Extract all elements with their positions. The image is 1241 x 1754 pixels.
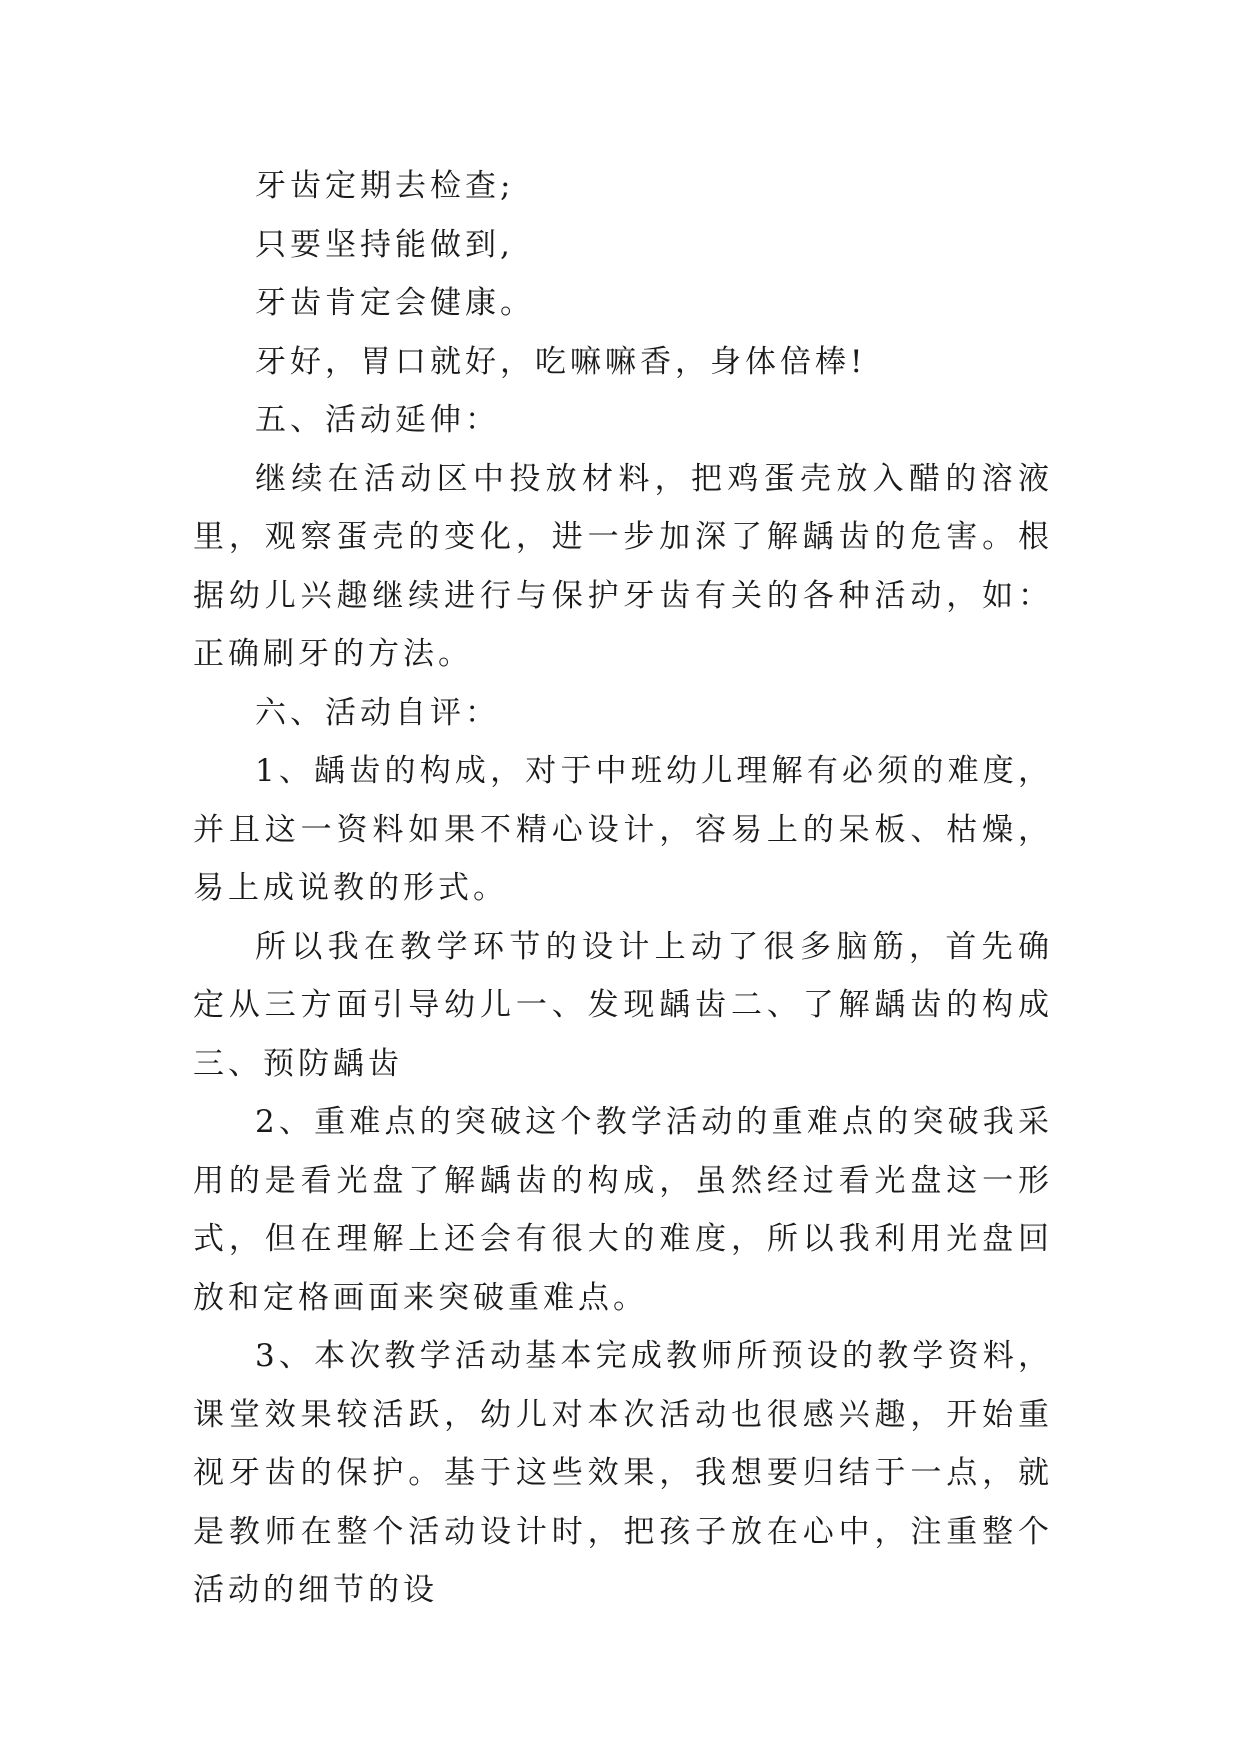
- section-heading-self-evaluation: 六、活动自评：: [255, 694, 500, 731]
- paragraph-evaluation-2: 2、重难点的突破这个教学活动的重难点的突破我采用的是看光盘了解龋齿的构成，虽然经过看光盘这一形式，但在理解上还会有很大的难度，所以我利用光盘回放和定格画面来突破重难点。: [193, 1104, 1053, 1316]
- paragraph-evaluation-1-cont: 所以我在教学环节的设计上动了很多脑筋，首先确定从三方面引导幼儿一、发现龋齿二、了解龋齿的构成三、预防龋齿: [193, 928, 1053, 1082]
- paragraph-evaluation-1: 1、龋齿的构成，对于中班幼儿理解有必须的难度，并且这一资料如果不精心设计，容易上的呆板、枯燥，易上成说教的形式。: [193, 753, 1053, 906]
- verse-line: 牙齿肯定会健康。: [255, 285, 535, 321]
- document-body: [193, 157, 1053, 1620]
- verse-line: 牙齿定期去检查;: [255, 168, 515, 204]
- paragraph-extension: 继续在活动区中投放材料，把鸡蛋壳放入醋的溶液里，观察蛋壳的变化，进一步加深了解龋齿的危害。根据幼儿兴趣继续进行与保护牙齿有关的各种活动，如：正确刷牙的方法。: [193, 460, 1053, 672]
- verse-line: 只要坚持能做到,: [255, 226, 514, 263]
- paragraph-evaluation-3: 3、本次教学活动基本完成教师所预设的教学资料，课堂效果较活跃，幼儿对本次活动也很感兴趣，开始重视牙齿的保护。基于这些效果，我想要归结于一点，就是教师在整个活动设计时，把孩子放在心中，注重整个活动的细节的设: [193, 1338, 1053, 1608]
- verse-line: 牙好，胃口就好，吃嘛嘛香，身体倍棒!: [255, 343, 867, 380]
- section-heading-extension: 五、活动延伸：: [255, 402, 500, 438]
